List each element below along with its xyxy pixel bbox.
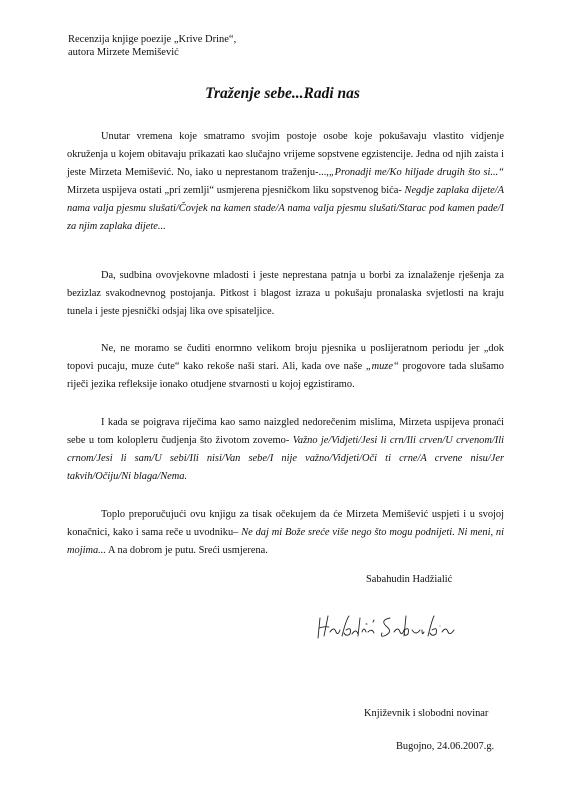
paragraph-2: Da, sudbina ovovjekovne mladosti i jeste neprestana patnja u borbi za iznalaženje rješenja za bezizlaz svakodnevnog postojanja. Pitkost i blagost izraza u pokušaju pronalaska svjetlosti na kraju tunela i jeste pjesnički odsjaj lika ove spisateljice. xyxy=(67,270,504,317)
header-line-1: Recenzija knjige poezije „Krive Drine“, xyxy=(68,34,237,45)
paragraph-3: Ne, ne moramo se čuditi enormno velikom broju pjesnika u poslijeratnom periodu jer „dok topovi pucaju, muze ćute“ kako rekoše naši stari. Ali, kada ove naše „muze“ progovore tada slušamo riječi jezika refleksije ionako otudjene stvarnosti u kojoj egzistiramo. xyxy=(67,343,504,390)
paragraph-1: Unutar vremena koje smatramo svojim postoje osobe koje pokušavaju vlastito vidjenje okruženja u kojem obitavaju prikazati kao slučajno vrijeme sopstvene egzistencije. Jedna od njih zaista i jeste Mirzeta Memišević. No, iako u neprestanom traženju-...,„Pronadji me/Ko hiljade drugih što si...“ Mirzeta uspijeva ostati „pri zemlji“ usmjerena pjesničkom liku sopstvenog bića- Negdje zaplaka dijete/A nama valja pjesmu slušati/Čovjek na kamen stade/A nama valja pjesmu slušati/Starac pod kamen pade/I za njim zaplaka dijete... xyxy=(67,131,504,232)
author-role: Književnik i slobodni novinar xyxy=(364,708,489,719)
author-name: Sabahudin Hadžialić xyxy=(366,574,453,585)
document-title: Traženje sebe...Radi nas xyxy=(205,85,360,102)
header-line-2: autora Mirzete Memišević xyxy=(68,46,179,58)
document-header xyxy=(68,34,236,59)
place-and-date: Bugojno, 24.06.2007.g. xyxy=(396,741,495,752)
paragraph-5: Toplo preporučujući ovu knjigu za tisak očekujem da će Mirzeta Memišević uspjeti i u svojoj konačnici, kako i sama reče u uvodniku– Ne daj mi Bože sreće više nego što mogu podnijeti. Ni meni, ni mojima... A na dobrom je putu. Sreći usmjerena. xyxy=(67,509,504,556)
handwritten-signature xyxy=(316,606,476,646)
paragraph-4: I kada se poigrava riječima kao samo naizgled nedorečenim mislima, Mirzeta uspijeva pronaći sebe u tom koloplетu čudjenja što životom zovemo- Važno je/Vidjeti/Jesi li crn/Ili crven/U crvenom/Ili crnom/Jesi li sam/U sebi/Ili nisi/Van sebe/I nije važno/Vidjeti/Oči ti crne/A crvene nisu/Jer takvih/Očiju/Ni blaga/Nema. xyxy=(67,417,504,482)
